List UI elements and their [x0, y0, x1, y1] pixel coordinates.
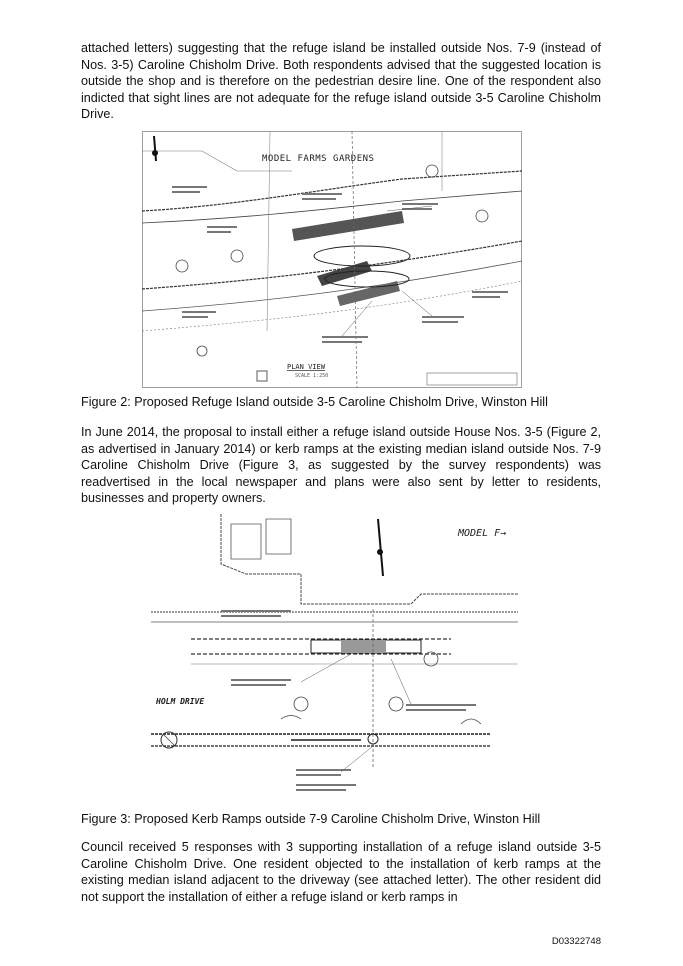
kerb-ramp-plan-drawing [151, 514, 518, 794]
document-reference: D03322748 [551, 936, 601, 947]
street-label: HOLM DRIVE [156, 697, 205, 706]
plan-title: MODEL FARMS GARDENS [262, 154, 375, 164]
intro-paragraph: attached letters) suggesting that the refuge island be installed outside Nos. 7-9 (instead of Nos. 3-5) Caroline Chisholm Drive. Both respondents advised that the suggested location is outside the shop and is therefore on the pedestrian desire line. One of the respondent also indicted that sight lines are not adequate for the refuge island outside 3-5 Caroline Chisholm Drive. [81, 41, 601, 122]
figure-3-site-plan [151, 514, 518, 794]
figure-3-plan-title: MODEL F→ [458, 528, 507, 539]
site-plan-drawing [142, 131, 522, 388]
figure-2-site-plan [142, 131, 522, 388]
figure-2-caption: Figure 2: Proposed Refuge Island outside 3-5 Caroline Chisholm Drive, Winston Hill [81, 395, 548, 409]
figure-3-caption: Figure 3: Proposed Kerb Ramps outside 7-9 Caroline Chisholm Drive, Winston Hill [81, 812, 541, 826]
scale-note: SCALE 1:250 [295, 373, 329, 379]
june-paragraph: In June 2014, the proposal to install either a refuge island outside House Nos. 3-5 (Figure 2, as advertised in January 2014) or kerb ramps at the existing median island outside Nos. 7-9 Caroline Chisholm Drive (Figure 3, as suggested by the survey respondents) was readvertised in the local newspaper and plans were also sent by letter to residents, businesses and property owners. [81, 425, 601, 506]
plan-view-label: PLAN VIEW [287, 363, 325, 371]
council-paragraph: Council received 5 responses with 3 supporting installation of a refuge island outside 3-5 Caroline Chisholm Drive. One resident objected to the installation of kerb ramps at the existing median island adjacent to the driveway (see attached letter). The other resident did not support the installation of either a refuge island or kerb ramps in [81, 840, 601, 904]
